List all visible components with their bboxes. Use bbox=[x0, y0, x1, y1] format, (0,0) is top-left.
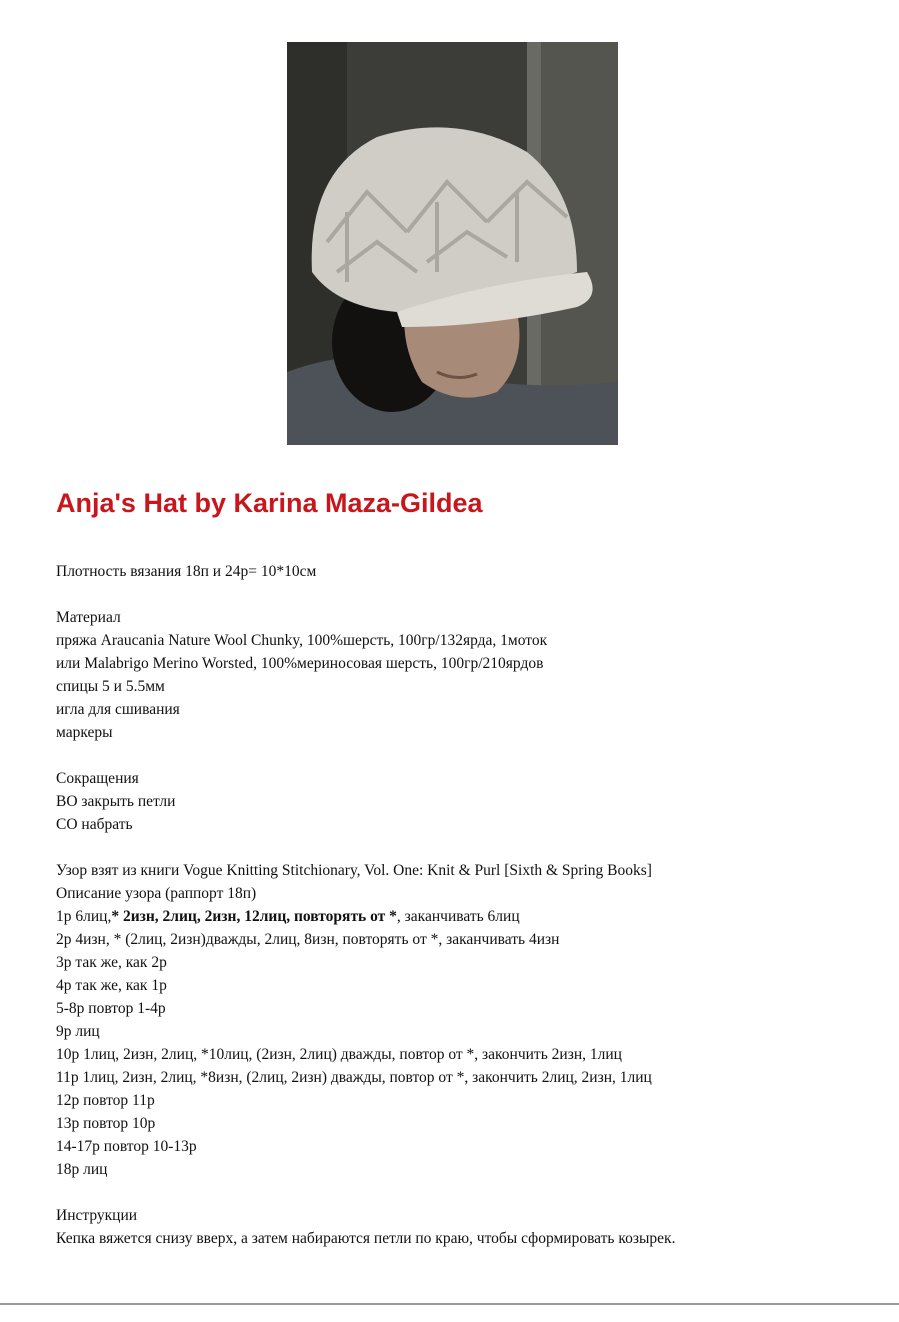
knitted-cap-photo-icon bbox=[287, 42, 618, 445]
materials-line: спицы 5 и 5.5мм bbox=[56, 678, 165, 695]
pattern-row: 13р повтор 10р bbox=[56, 1115, 156, 1132]
materials-heading: Материал bbox=[56, 609, 121, 626]
pattern-source: Узор взят из книги Vogue Knitting Stitchionary, Vol. One: Knit & Purl [Sixth & Spring Books] bbox=[56, 862, 652, 879]
materials-line: маркеры bbox=[56, 724, 113, 741]
pattern-row: 18р лиц bbox=[56, 1161, 108, 1178]
materials-line: пряжа Araucania Nature Wool Chunky, 100%шерсть, 100гр/132ярда, 1моток bbox=[56, 632, 548, 649]
pattern-row: 9р лиц bbox=[56, 1023, 100, 1040]
pattern-row: 5-8р повтор 1-4р bbox=[56, 1000, 166, 1017]
abbreviation-line: BO закрыть петли bbox=[56, 793, 176, 810]
pattern-row: 2р 4изн, * (2лиц, 2изн)дважды, 2лиц, 8изн, повторять от *, заканчивать 4изн bbox=[56, 931, 560, 948]
materials-line: игла для сшивания bbox=[56, 701, 180, 718]
bottom-divider bbox=[0, 1303, 899, 1305]
gauge-text: Плотность вязания 18п и 24р= 10*10см bbox=[56, 563, 317, 580]
pattern-row: 12р повтор 11р bbox=[56, 1092, 155, 1109]
pattern-title: Anja's Hat by Karina Maza-Gildea bbox=[56, 488, 483, 518]
row-1-end: , заканчивать 6лиц bbox=[396, 908, 520, 925]
pattern-row: 14-17р повтор 10-13р bbox=[56, 1138, 197, 1155]
row-1-bold: * 2изн, 2лиц, 2изн, 12лиц, повторять от * bbox=[111, 908, 397, 925]
abbreviations-heading: Сокращения bbox=[56, 770, 139, 787]
pattern-body bbox=[56, 560, 866, 1250]
pattern-description: Описание узора (раппорт 18п) bbox=[56, 885, 257, 902]
pattern-row-1 bbox=[56, 905, 866, 928]
pattern-row: 3р так же, как 2р bbox=[56, 954, 167, 971]
instructions-heading: Инструкции bbox=[56, 1207, 138, 1224]
row-1-start: 1р 6лиц, bbox=[56, 908, 112, 925]
hat-photo bbox=[287, 42, 618, 445]
instructions-text: Кепка вяжется снизу вверх, а затем набираются петли по краю, чтобы сформировать козырек. bbox=[56, 1230, 676, 1247]
pattern-row: 11р 1лиц, 2изн, 2лиц, *8изн, (2лиц, 2изн) дважды, повтор от *, закончить 2лиц, 2изн, 1лиц bbox=[56, 1069, 652, 1086]
pattern-row: 10р 1лиц, 2изн, 2лиц, *10лиц, (2изн, 2лиц) дважды, повтор от *, закончить 2изн, 1лиц bbox=[56, 1046, 622, 1063]
materials-line: или Malabrigo Merino Worsted, 100%мериносовая шерсть, 100гр/210ярдов bbox=[56, 655, 544, 672]
abbreviation-line: CO набрать bbox=[56, 816, 133, 833]
pattern-row: 4р так же, как 1р bbox=[56, 977, 167, 994]
